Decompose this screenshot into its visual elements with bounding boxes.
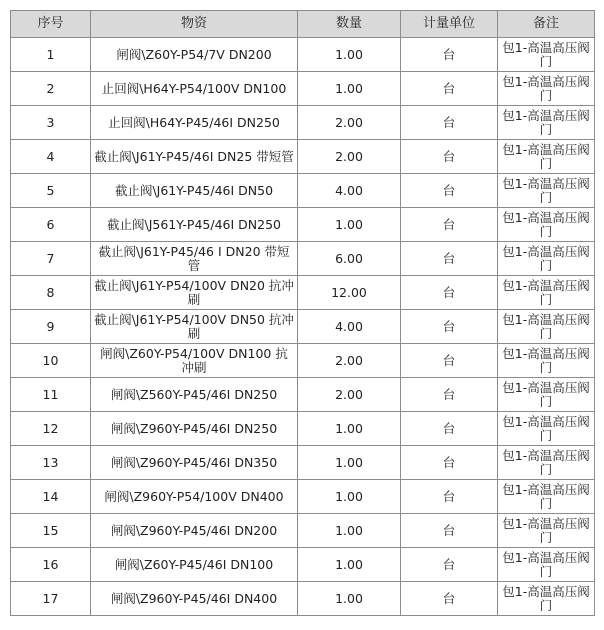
cell-no: 12 xyxy=(11,412,91,446)
table-row xyxy=(11,548,595,582)
cell-material: 闸阀\Z560Y-P45/46I DN250 xyxy=(91,378,298,412)
cell-unit: 台 xyxy=(401,548,498,582)
cell-note: 包1-高温高压阀门 xyxy=(498,72,595,106)
table-row xyxy=(11,344,595,378)
cell-note: 包1-高温高压阀门 xyxy=(498,242,595,276)
cell-material: 闸阀\Z960Y-P45/46I DN400 xyxy=(91,582,298,616)
cell-no: 2 xyxy=(11,72,91,106)
cell-quantity: 12.00 xyxy=(298,276,401,310)
table-row xyxy=(11,38,595,72)
table-row xyxy=(11,276,595,310)
cell-no: 7 xyxy=(11,242,91,276)
cell-material: 闸阀\Z960Y-P45/46I DN350 xyxy=(91,446,298,480)
cell-note: 包1-高温高压阀门 xyxy=(498,276,595,310)
cell-quantity: 2.00 xyxy=(298,378,401,412)
cell-unit: 台 xyxy=(401,140,498,174)
table-body xyxy=(11,38,595,616)
cell-quantity: 1.00 xyxy=(298,412,401,446)
header-quantity: 数量 xyxy=(298,11,401,38)
header-material: 物资 xyxy=(91,11,298,38)
cell-quantity: 6.00 xyxy=(298,242,401,276)
cell-quantity: 1.00 xyxy=(298,514,401,548)
materials-table xyxy=(10,10,595,616)
cell-no: 5 xyxy=(11,174,91,208)
cell-no: 11 xyxy=(11,378,91,412)
cell-quantity: 4.00 xyxy=(298,174,401,208)
cell-no: 16 xyxy=(11,548,91,582)
cell-no: 8 xyxy=(11,276,91,310)
cell-note: 包1-高温高压阀门 xyxy=(498,514,595,548)
cell-material: 闸阀\Z60Y-P54/7V DN200 xyxy=(91,38,298,72)
cell-note: 包1-高温高压阀门 xyxy=(498,140,595,174)
cell-material: 闸阀\Z60Y-P54/100V DN100 抗冲刷 xyxy=(91,344,298,378)
table-header xyxy=(11,11,595,38)
cell-material: 闸阀\Z960Y-P45/46I DN200 xyxy=(91,514,298,548)
cell-quantity: 1.00 xyxy=(298,480,401,514)
cell-unit: 台 xyxy=(401,208,498,242)
cell-note: 包1-高温高压阀门 xyxy=(498,344,595,378)
cell-no: 15 xyxy=(11,514,91,548)
cell-note: 包1-高温高压阀门 xyxy=(498,548,595,582)
cell-no: 9 xyxy=(11,310,91,344)
table-row xyxy=(11,208,595,242)
cell-no: 6 xyxy=(11,208,91,242)
header-unit: 计量单位 xyxy=(401,11,498,38)
cell-material: 闸阀\Z960Y-P45/46I DN250 xyxy=(91,412,298,446)
cell-unit: 台 xyxy=(401,378,498,412)
cell-note: 包1-高温高压阀门 xyxy=(498,446,595,480)
cell-unit: 台 xyxy=(401,174,498,208)
cell-note: 包1-高温高压阀门 xyxy=(498,174,595,208)
cell-no: 4 xyxy=(11,140,91,174)
cell-quantity: 2.00 xyxy=(298,106,401,140)
cell-quantity: 1.00 xyxy=(298,208,401,242)
cell-note: 包1-高温高压阀门 xyxy=(498,208,595,242)
cell-no: 14 xyxy=(11,480,91,514)
table-row xyxy=(11,72,595,106)
cell-no: 1 xyxy=(11,38,91,72)
table-row xyxy=(11,582,595,616)
cell-material: 截止阀\J61Y-P45/46 I DN20 带短管 xyxy=(91,242,298,276)
cell-material: 截止阀\J561Y-P45/46I DN250 xyxy=(91,208,298,242)
cell-no: 3 xyxy=(11,106,91,140)
cell-material: 截止阀\J61Y-P45/46I DN25 带短管 xyxy=(91,140,298,174)
cell-no: 17 xyxy=(11,582,91,616)
cell-unit: 台 xyxy=(401,412,498,446)
cell-note: 包1-高温高压阀门 xyxy=(498,38,595,72)
table-row xyxy=(11,174,595,208)
cell-material: 闸阀\Z960Y-P54/100V DN400 xyxy=(91,480,298,514)
table-row xyxy=(11,446,595,480)
cell-unit: 台 xyxy=(401,72,498,106)
table-row xyxy=(11,514,595,548)
cell-unit: 台 xyxy=(401,344,498,378)
header-row xyxy=(11,11,595,38)
table-row xyxy=(11,140,595,174)
cell-note: 包1-高温高压阀门 xyxy=(498,106,595,140)
cell-material: 闸阀\Z60Y-P45/46I DN100 xyxy=(91,548,298,582)
cell-unit: 台 xyxy=(401,38,498,72)
cell-note: 包1-高温高压阀门 xyxy=(498,412,595,446)
cell-quantity: 1.00 xyxy=(298,446,401,480)
cell-unit: 台 xyxy=(401,582,498,616)
table-row xyxy=(11,242,595,276)
cell-note: 包1-高温高压阀门 xyxy=(498,480,595,514)
cell-quantity: 1.00 xyxy=(298,548,401,582)
cell-material: 截止阀\J61Y-P54/100V DN20 抗冲刷 xyxy=(91,276,298,310)
cell-unit: 台 xyxy=(401,276,498,310)
cell-material: 截止阀\J61Y-P54/100V DN50 抗冲刷 xyxy=(91,310,298,344)
cell-material: 截止阀\J61Y-P45/46I DN50 xyxy=(91,174,298,208)
cell-note: 包1-高温高压阀门 xyxy=(498,582,595,616)
table-row xyxy=(11,310,595,344)
header-no: 序号 xyxy=(11,11,91,38)
cell-quantity: 1.00 xyxy=(298,582,401,616)
cell-material: 止回阀\H64Y-P54/100V DN100 xyxy=(91,72,298,106)
header-note: 备注 xyxy=(498,11,595,38)
cell-no: 13 xyxy=(11,446,91,480)
cell-quantity: 1.00 xyxy=(298,72,401,106)
table-row xyxy=(11,480,595,514)
cell-material: 止回阀\H64Y-P45/46I DN250 xyxy=(91,106,298,140)
cell-quantity: 4.00 xyxy=(298,310,401,344)
cell-unit: 台 xyxy=(401,310,498,344)
cell-note: 包1-高温高压阀门 xyxy=(498,310,595,344)
cell-unit: 台 xyxy=(401,106,498,140)
table-row xyxy=(11,378,595,412)
cell-no: 10 xyxy=(11,344,91,378)
cell-quantity: 2.00 xyxy=(298,140,401,174)
cell-quantity: 1.00 xyxy=(298,38,401,72)
table-row xyxy=(11,106,595,140)
cell-unit: 台 xyxy=(401,242,498,276)
cell-unit: 台 xyxy=(401,446,498,480)
cell-note: 包1-高温高压阀门 xyxy=(498,378,595,412)
cell-unit: 台 xyxy=(401,514,498,548)
cell-quantity: 2.00 xyxy=(298,344,401,378)
cell-unit: 台 xyxy=(401,480,498,514)
table-row xyxy=(11,412,595,446)
